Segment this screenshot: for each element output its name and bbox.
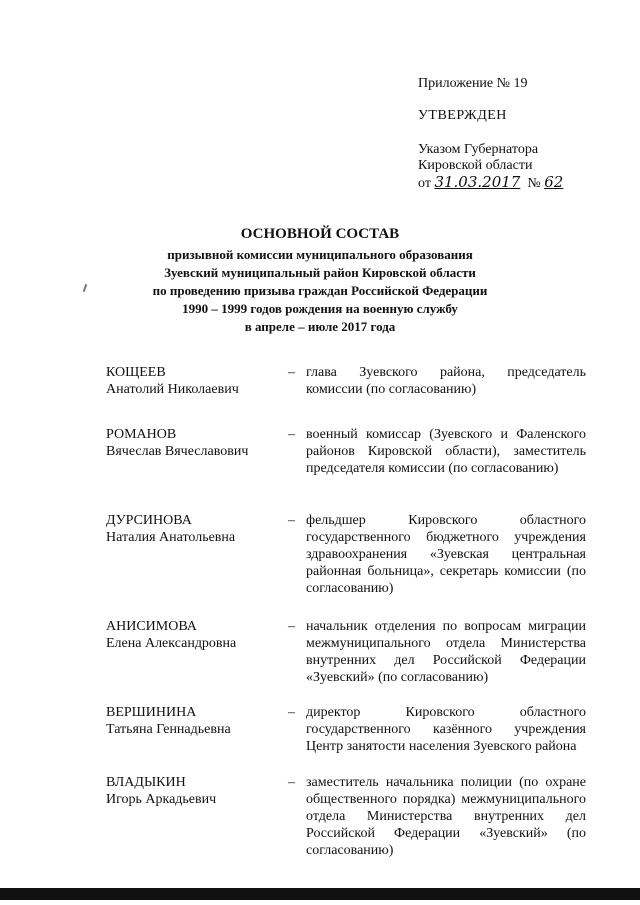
member-name — [106, 364, 286, 398]
member-role: директор Кировского областного государственного казённого учреждения Центр занятости населения Зуевского района — [306, 705, 586, 754]
decree-line-2: Кировской области — [418, 158, 533, 173]
member-entry — [106, 618, 586, 686]
member-dash: – — [288, 619, 295, 634]
member-role: военный комиссар (Зуевского и Фаленского районов Кировской области), заместитель председателя комиссии (по согласованию) — [306, 427, 586, 476]
member-surname: ВЛАДЫКИН — [106, 775, 186, 790]
handwritten-number: 62 — [544, 173, 564, 191]
member-role: начальник отделения по вопросам миграции межмуниципального отдела Министерства внутренних дел Российской Федерации «Зуевский» (по согласованию) — [306, 619, 586, 685]
decree-line-1: Указом Губернатора — [418, 142, 539, 157]
subtitle-line: призывной комиссии муниципального образования — [167, 247, 473, 262]
member-name — [106, 426, 286, 460]
member-dash: – — [288, 513, 295, 528]
member-given-name: Елена Александровна — [106, 636, 237, 651]
document-subtitle — [0, 246, 640, 336]
handwritten-date: 31.03.2017 — [434, 173, 521, 191]
member-given-name: Наталия Анатольевна — [106, 530, 236, 545]
member-given-name: Татьяна Геннадьевна — [106, 722, 231, 737]
member-dash: – — [288, 365, 295, 380]
member-role: заместитель начальника полиции (по охране общественного порядка) межмуниципального отдела Министерства внутренних дел Российской Федерации «Зуевский» (по согласованию) — [306, 775, 586, 858]
member-name — [106, 512, 286, 546]
member-entry — [106, 512, 586, 598]
member-entry — [106, 704, 586, 756]
member-surname: ДУРСИНОВА — [106, 513, 192, 528]
member-surname: КОЩЕЕВ — [106, 365, 166, 380]
number-prefix: № — [527, 176, 541, 191]
member-dash: – — [288, 427, 295, 442]
member-role: глава Зуевского района, председатель комиссии (по согласованию) — [306, 365, 586, 397]
subtitle-line: в апреле – июле 2017 года — [244, 319, 396, 334]
member-name — [106, 618, 286, 652]
member-entry — [106, 774, 586, 860]
approved-label: УТВЕРЖДЕН — [418, 108, 507, 123]
member-given-name: Анатолий Николаевич — [106, 382, 239, 397]
subtitle-line: Зуевский муниципальный район Кировской области — [164, 265, 476, 280]
member-surname: РОМАНОВ — [106, 427, 177, 442]
member-name — [106, 704, 286, 738]
member-role: фельдшер Кировского областного государственного бюджетного учреждения здравоохранения «Зуевская центральная районная больница», секретарь комиссии (по согласованию) — [306, 513, 586, 596]
member-surname: ВЕРШИНИНА — [106, 705, 197, 720]
subtitle-line: по проведению призыва граждан Российской Федерации — [152, 283, 488, 298]
date-prefix: от — [418, 176, 431, 191]
appendix-number: Приложение № 19 — [418, 76, 528, 91]
members-list — [106, 364, 586, 860]
member-name — [106, 774, 286, 808]
document-title: ОСНОВНОЙ СОСТАВ — [240, 226, 400, 242]
subtitle-line: 1990 – 1999 годов рождения на военную службу — [182, 301, 458, 316]
member-surname: АНИСИМОВА — [106, 619, 197, 634]
scan-border — [0, 888, 640, 900]
member-dash: – — [288, 705, 295, 720]
member-given-name: Вячеслав Вячеславович — [106, 444, 249, 459]
decree-date-line — [418, 174, 563, 192]
decree-reference — [418, 142, 563, 192]
member-entry — [106, 364, 586, 408]
member-entry — [106, 426, 586, 494]
member-dash: – — [288, 775, 295, 790]
member-given-name: Игорь Аркадьевич — [106, 792, 217, 807]
